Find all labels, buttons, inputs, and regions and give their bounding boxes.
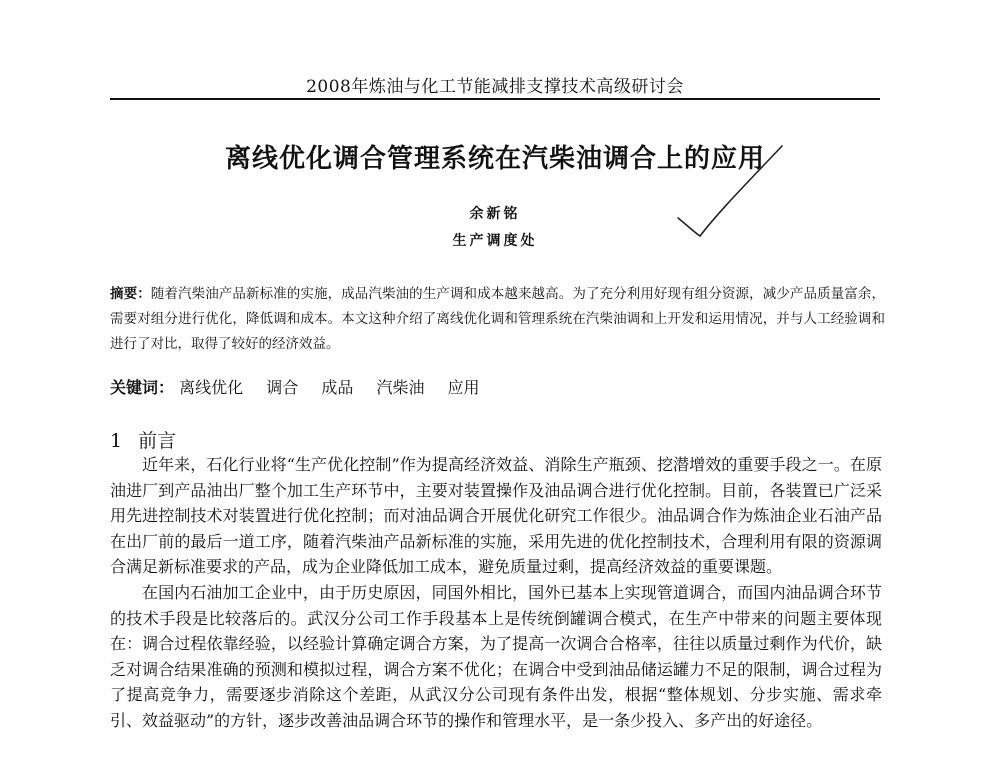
section-heading: [110, 426, 176, 453]
abstract-label: 摘要：: [110, 286, 151, 302]
abstract: [110, 282, 885, 357]
author-name: 余新铭: [469, 206, 521, 222]
section-number: 1: [110, 430, 123, 452]
section-body: [110, 452, 882, 734]
body-paragraph: 在国内石油加工企业中，由于历史原因，同国外相比，国外已基本上实现管道调合，而国内油品调合环节的技术手段是比较落后的。武汉分公司工作手段基本上是传统倒罐调合模式，在生产中带来的问题主要体现在：调合过程依靠经验，以经验计算确定调合方案，为了提高一次调合合格率，往往以质量过剩作为代价，缺乏对调合结果准确的预测和模拟过程，调合方案不优化；在调合中受到油品储运罐力不足的限制，调合过程为了提高竞争力，需要逐步消除这个差距，从武汉分公司现有条件出发，根据“整体规划、分步实施、需求牵引、效益驱动”的方针，逐步改善油品调合环节的操作和管理水平，是一条少投入、多产出的好途径。: [110, 582, 882, 730]
keywords-label: 关键词：: [110, 378, 175, 397]
keywords: [110, 375, 885, 398]
header-rule: [110, 98, 880, 100]
conference-header: 2008年炼油与化工节能减排支撑技术高级研讨会: [306, 77, 684, 97]
body-paragraph: 近年来，石化行业将“生产优化控制”作为提高经济效益、消除生产瓶颈、挖潜增效的重要手段之一。在原油进厂到产品油出厂整个加工生产环节中，主要对装置操作及油品调合进行优化控制。目前，各装置已广泛采用先进控制技术对装置进行优化控制；而对油品调合开展优化研究工作很少。油品调合作为炼油企业石油产品在出厂前的最后一道工序，随着汽柴油产品新标准的实施，采用先进的优化控制技术，合理利用有限的资源调合满足新标准要求的产品，成为企业降低加工成本，避免质量过剩，提高经济效益的重要课题。: [110, 455, 882, 577]
keyword: 汽柴油: [376, 378, 425, 397]
keyword: 应用: [447, 378, 480, 397]
keyword: 成品: [321, 378, 354, 397]
paper-title: 离线优化调合管理系统在汽柴油调合上的应用: [224, 144, 765, 174]
abstract-text: 随着汽柴油产品新标准的实施，成品汽柴油的生产调和成本越来越高。为了充分利用好现有组分资源，减少产品质量富余，需要对组分进行优化，降低调和成本。本文这种介绍了离线优化调和管理系统在汽柴油调和上开发和运用情况，并与人工经验调和进行了对比，取得了较好的经济效益。: [110, 286, 886, 352]
keyword: 调合: [266, 378, 299, 397]
keyword: 离线优化: [179, 378, 244, 397]
section-title: 前言: [138, 430, 177, 452]
author-affiliation: 生产调度处: [452, 233, 538, 249]
